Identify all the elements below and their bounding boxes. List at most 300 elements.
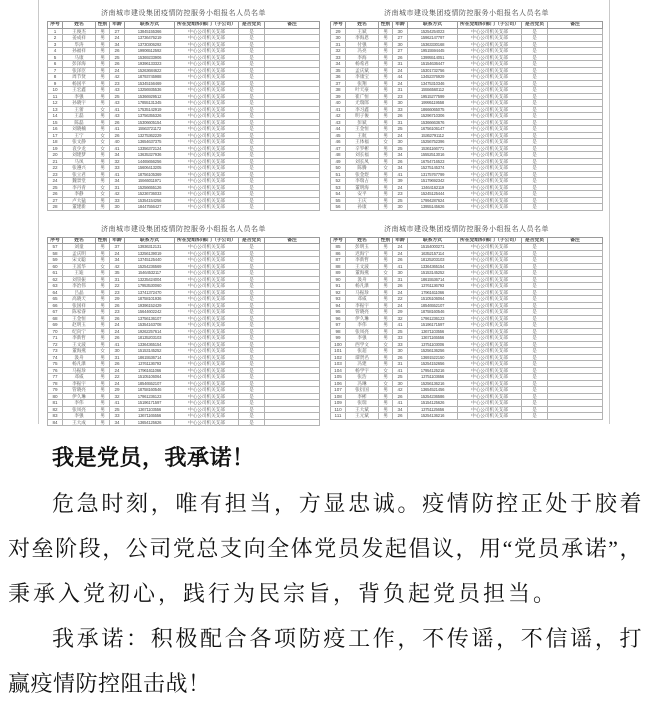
table-cell: 马振珍 bbox=[346, 289, 379, 296]
table-cell: 34 bbox=[110, 257, 125, 264]
table-cell: 男 bbox=[96, 296, 110, 303]
table-cell: 男 bbox=[379, 315, 393, 322]
table-cell: 71 bbox=[48, 335, 63, 342]
table-cell: 63 bbox=[48, 283, 63, 290]
table-cell: 31 bbox=[393, 119, 408, 126]
table-cell: 男 bbox=[96, 328, 110, 335]
table-cell: 27 bbox=[110, 28, 125, 35]
table-cell: 中心公司机关支部 bbox=[458, 335, 522, 342]
table-cell: 冯亮 bbox=[346, 48, 379, 55]
roster-table bbox=[330, 237, 603, 420]
table-cell: 是 bbox=[522, 413, 548, 420]
scan-right-border bbox=[609, 0, 610, 424]
table-cell: 72 bbox=[48, 341, 63, 348]
table-cell: 是 bbox=[239, 184, 265, 191]
table-cell: 李强 bbox=[63, 413, 96, 420]
table-cell: 73 bbox=[48, 348, 63, 355]
table-cell: 李瑞占 bbox=[346, 178, 379, 185]
table-cell: 19396133323 bbox=[125, 61, 175, 68]
table-cell: 60 bbox=[48, 263, 63, 270]
table-cell: 92 bbox=[331, 289, 346, 296]
table-cell: 13364365154 bbox=[125, 341, 175, 348]
table-cell: 中心公司机关支部 bbox=[175, 178, 239, 185]
table-cell: 3 bbox=[48, 41, 63, 48]
table-cell: 19396152429 bbox=[125, 302, 175, 309]
column-header: 联系方式 bbox=[408, 237, 458, 244]
table-cell: 中心公司机关支部 bbox=[458, 276, 522, 283]
table-cell: 31 bbox=[393, 61, 408, 68]
table-cell: 男 bbox=[96, 48, 110, 55]
table-cell: 彭斌 bbox=[346, 119, 379, 126]
table-cell: 中心公司机关支部 bbox=[458, 393, 522, 400]
table-cell: 103 bbox=[331, 361, 346, 368]
table-cell: 是 bbox=[522, 67, 548, 74]
table-cell: 26 bbox=[393, 413, 408, 420]
table-cell: 周节贤 bbox=[63, 74, 96, 81]
table-cell: 袁少龙 bbox=[63, 145, 96, 152]
table-cell: 是 bbox=[522, 100, 548, 107]
table-cell: 30 bbox=[110, 348, 125, 355]
table-cell: 13756136107 bbox=[125, 315, 175, 322]
table-cell: 33 bbox=[393, 335, 408, 342]
table-cell: 西学文 bbox=[346, 341, 379, 348]
table-cell: 中心公司机关支部 bbox=[458, 178, 522, 185]
table-cell: 中心公司机关支部 bbox=[175, 191, 239, 198]
table-cell: 中心公司机关支部 bbox=[175, 348, 239, 355]
table-cell: 赵明玉 bbox=[63, 322, 96, 329]
table-cell: 男 bbox=[379, 276, 393, 283]
table-cell: 96 bbox=[331, 315, 346, 322]
table-cell: 13256139019 bbox=[125, 250, 175, 257]
table-cell: 中心公司机关支部 bbox=[175, 263, 239, 270]
table-cell: 男 bbox=[379, 322, 393, 329]
table-cell: 是 bbox=[522, 61, 548, 68]
table-cell: 31 bbox=[331, 41, 346, 48]
column-header: 年龄 bbox=[393, 22, 408, 29]
table-cell: 是 bbox=[522, 315, 548, 322]
table-cell: 7 bbox=[48, 67, 63, 74]
table-cell: 是 bbox=[239, 380, 265, 387]
table-cell: 男 bbox=[96, 54, 110, 61]
table-cell: 26 bbox=[110, 119, 125, 126]
table-cell: 中心公司机关支部 bbox=[458, 315, 522, 322]
table-cell: 15464532117 bbox=[125, 270, 175, 277]
table-cell: 崔广恒 bbox=[346, 93, 379, 100]
table-cell: 男 bbox=[96, 413, 110, 420]
table-cell: 107 bbox=[331, 387, 346, 394]
table-cell: 25 bbox=[48, 184, 63, 191]
table-cell: 张翔 bbox=[346, 80, 379, 87]
table-cell: 13671103556 bbox=[408, 328, 458, 335]
table-cell: 30 bbox=[393, 28, 408, 35]
table-cell: 中心公司机关支部 bbox=[175, 302, 239, 309]
table-cell: 82 bbox=[48, 406, 63, 413]
pledge-line: 秉承入党初心，践行为民宗旨，背负起党员担当。 bbox=[8, 581, 559, 606]
table-cell: 42 bbox=[110, 74, 125, 81]
table-cell: 中心公司机关支部 bbox=[458, 406, 522, 413]
roster-page bbox=[47, 224, 320, 427]
table-cell: 男 bbox=[379, 80, 393, 87]
table-cell: 张瑞 bbox=[346, 400, 379, 407]
table-cell: 刘童 bbox=[63, 244, 96, 251]
table-cell bbox=[548, 413, 603, 420]
table-cell: 5 bbox=[48, 54, 63, 61]
table-cell: 15153145252 bbox=[408, 270, 458, 277]
table-cell: 男 bbox=[379, 132, 393, 139]
column-header: 所在党组织/部门（子公司） bbox=[458, 237, 522, 244]
table-cell: 111 bbox=[331, 413, 346, 420]
table-cell: 男 bbox=[379, 126, 393, 133]
table-cell: 13256935536 bbox=[125, 87, 175, 94]
column-header: 性别 bbox=[379, 22, 393, 29]
table-cell: 中心公司机关支部 bbox=[175, 387, 239, 394]
table-cell: 张凤亮 bbox=[63, 406, 96, 413]
table-cell: 15362791112 bbox=[408, 132, 458, 139]
table-cell: 17961236123 bbox=[125, 393, 175, 400]
column-header: 所在党组织/部门（子公司） bbox=[175, 237, 239, 244]
table-cell: 纪向宁 bbox=[63, 328, 96, 335]
table-cell: 是 bbox=[522, 165, 548, 172]
table-cell: 男 bbox=[379, 100, 393, 107]
column-header: 年龄 bbox=[110, 237, 125, 244]
table-cell: 女 bbox=[379, 139, 393, 146]
table-cell: 13736476219 bbox=[125, 35, 175, 42]
table-cell: 男 bbox=[96, 178, 110, 185]
table-cell: 中心公司机关支部 bbox=[175, 400, 239, 407]
table-cell: 是 bbox=[239, 119, 265, 126]
table-cell: 24 bbox=[393, 80, 408, 87]
table-cell: 是 bbox=[522, 93, 548, 100]
table-cell: 18666065075 bbox=[408, 106, 458, 113]
table-cell: 是 bbox=[239, 165, 265, 172]
table-cell: 17855131345 bbox=[125, 100, 175, 107]
table-cell: 中心公司机关支部 bbox=[175, 341, 239, 348]
column-header: 备注 bbox=[548, 237, 603, 244]
table-cell: 35 bbox=[110, 270, 125, 277]
table-cell: 中心公司机关支部 bbox=[175, 244, 239, 251]
table-cell: 55 bbox=[331, 197, 346, 204]
table-cell: 95 bbox=[331, 309, 346, 316]
table-cell: 是 bbox=[522, 341, 548, 348]
table-cell: 22 bbox=[110, 374, 125, 381]
table-cell: 41 bbox=[110, 126, 125, 133]
table-cell: 是 bbox=[239, 93, 265, 100]
table-cell: 87 bbox=[331, 257, 346, 264]
table-cell: 孙福祥 bbox=[63, 48, 96, 55]
table-cell: 杨凡瀑 bbox=[63, 361, 96, 368]
roster-title: 济南城市建设集团疫情防控服务小组报名人员名单 bbox=[101, 9, 266, 17]
table-cell: 4 bbox=[48, 48, 63, 55]
table-cell: 男 bbox=[96, 380, 110, 387]
column-header: 所在党组织/部门（子公司） bbox=[458, 22, 522, 29]
table-cell: 李强 bbox=[346, 335, 379, 342]
table-cell: 中心公司机关支部 bbox=[175, 257, 239, 264]
table-cell: 男 bbox=[96, 302, 110, 309]
table-cell: 中心公司机关支部 bbox=[458, 322, 522, 329]
table-cell: 89 bbox=[331, 270, 346, 277]
table-cell: 17 bbox=[48, 132, 63, 139]
column-header: 姓名 bbox=[346, 237, 379, 244]
table-cell: 93 bbox=[331, 296, 346, 303]
table-cell: 陈磊 bbox=[63, 119, 96, 126]
table-cell: 是 bbox=[239, 348, 265, 355]
table-cell: 孟庆斌 bbox=[346, 67, 379, 74]
table-cell: 男 bbox=[96, 67, 110, 74]
table-cell: 42 bbox=[393, 387, 408, 394]
table-cell: 是 bbox=[239, 145, 265, 152]
table-cell: 47 bbox=[331, 145, 346, 152]
pledge-heading: 我是党员，我承诺！ bbox=[52, 445, 255, 470]
table-cell: 中心公司机关支部 bbox=[175, 296, 239, 303]
table-cell: 43 bbox=[110, 100, 125, 107]
table-cell: 59 bbox=[48, 257, 63, 264]
table-cell: 男 bbox=[96, 315, 110, 322]
table-cell: 32 bbox=[331, 48, 346, 55]
table-cell: 23 bbox=[110, 309, 125, 316]
table-cell: 中心公司机关支部 bbox=[175, 80, 239, 87]
table-cell: 102 bbox=[331, 354, 346, 361]
table-cell: 是 bbox=[239, 263, 265, 270]
table-cell: 男 bbox=[379, 309, 393, 316]
table-cell: 男 bbox=[379, 35, 393, 42]
table-cell: 23 bbox=[110, 289, 125, 296]
table-cell: 16754716523 bbox=[408, 158, 458, 165]
table-cell: 15256136256 bbox=[408, 348, 458, 355]
table-cell: 中心公司机关支部 bbox=[458, 132, 522, 139]
table-cell: 9 bbox=[48, 80, 63, 87]
table-cell: 是 bbox=[239, 328, 265, 335]
table-cell: 邓威 bbox=[346, 296, 379, 303]
table-cell: 中心公司机关支部 bbox=[458, 35, 522, 42]
table-cell: 11 bbox=[48, 93, 63, 100]
table-cell: 是 bbox=[239, 367, 265, 374]
table-cell: 54 bbox=[331, 191, 346, 198]
table-cell: 男 bbox=[96, 393, 110, 400]
table-cell: 是 bbox=[522, 145, 548, 152]
table-cell: 13671103556 bbox=[125, 406, 175, 413]
table-cell: 男 bbox=[379, 387, 393, 394]
table-cell: 是 bbox=[522, 257, 548, 264]
table-cell: 彭泽海 bbox=[63, 61, 96, 68]
table-cell: 中心公司机关支部 bbox=[458, 41, 522, 48]
table-cell: 36 bbox=[331, 74, 346, 81]
table-cell: 17535142919 bbox=[125, 106, 175, 113]
table-cell: 26 bbox=[110, 132, 125, 139]
table-cell: 29 bbox=[110, 296, 125, 303]
table-cell: 15263684622 bbox=[125, 67, 175, 74]
table-cell: 是 bbox=[522, 406, 548, 413]
column-header: 年龄 bbox=[393, 237, 408, 244]
table-cell: 61 bbox=[48, 270, 63, 277]
table-cell: 是 bbox=[522, 178, 548, 185]
table-cell: 男 bbox=[96, 93, 110, 100]
table-cell: 15196171597 bbox=[125, 400, 175, 407]
table-cell: 是 bbox=[239, 54, 265, 61]
table-cell: 31 bbox=[110, 354, 125, 361]
table-cell: 18615536714 bbox=[408, 276, 458, 283]
table-cell: 杨国平 bbox=[63, 80, 96, 87]
table-cell: 18135203103 bbox=[125, 335, 175, 342]
table-cell: 男 bbox=[379, 244, 393, 251]
table-cell: 26 bbox=[110, 315, 125, 322]
table-cell: 53 bbox=[331, 184, 346, 191]
table-cell: 是 bbox=[239, 296, 265, 303]
table-cell: 27 bbox=[48, 197, 63, 204]
table-cell: 24 bbox=[393, 184, 408, 191]
table-cell: 张超 bbox=[346, 348, 379, 355]
roster-pages-grid bbox=[20, 0, 630, 428]
table-cell: 13955145626 bbox=[408, 204, 458, 211]
table-cell: 王庆 bbox=[346, 197, 379, 204]
table-cell: 是 bbox=[239, 387, 265, 394]
table-cell: 中心公司机关支部 bbox=[458, 387, 522, 394]
table-cell: 29 bbox=[393, 309, 408, 316]
table-cell: 31 bbox=[393, 87, 408, 94]
column-header: 姓名 bbox=[63, 22, 96, 29]
table-cell: 100 bbox=[331, 341, 346, 348]
table-cell: 李治伟 bbox=[63, 283, 96, 290]
table-cell: 91 bbox=[331, 283, 346, 290]
table-cell: 是 bbox=[239, 41, 265, 48]
table-cell: 15254254023 bbox=[408, 28, 458, 35]
table-cell: 是 bbox=[522, 335, 548, 342]
table-cell: 106 bbox=[331, 380, 346, 387]
table-cell: 30 bbox=[393, 100, 408, 107]
table-cell: 是 bbox=[522, 387, 548, 394]
table-cell: 男 bbox=[96, 28, 110, 35]
table-cell: 42 bbox=[110, 191, 125, 198]
table-cell: 13475310346 bbox=[408, 80, 458, 87]
table-cell: 中心公司机关支部 bbox=[458, 309, 522, 316]
table-cell: 41 bbox=[393, 367, 408, 374]
table-cell: 15366929512 bbox=[125, 93, 175, 100]
table-cell: 15256655126 bbox=[125, 184, 175, 191]
table-cell: 是 bbox=[239, 276, 265, 283]
table-cell: 23 bbox=[110, 80, 125, 87]
table-cell: 35 bbox=[331, 67, 346, 74]
table-cell: 孙康 bbox=[346, 204, 379, 211]
table-cell: 16756106147 bbox=[408, 126, 458, 133]
table-cell: 是 bbox=[239, 257, 265, 264]
table-cell: 13761136793 bbox=[408, 283, 458, 290]
table-cell: 26 bbox=[393, 257, 408, 264]
table-cell: 是 bbox=[522, 354, 548, 361]
table-cell: 34 bbox=[110, 41, 125, 48]
table-cell: 张泽臣 bbox=[63, 67, 96, 74]
table-cell: 15563721172 bbox=[125, 126, 175, 133]
table-cell: 是 bbox=[239, 393, 265, 400]
table-cell: 是 bbox=[239, 61, 265, 68]
table-cell: 62 bbox=[48, 276, 63, 283]
table-cell: 16 bbox=[48, 126, 63, 133]
table-cell: 李彬 bbox=[346, 393, 379, 400]
table-cell: 中心公司机关支部 bbox=[175, 315, 239, 322]
table-cell: 24 bbox=[393, 250, 408, 257]
table-cell: 38 bbox=[331, 87, 346, 94]
table-cell: 13751103006 bbox=[408, 341, 458, 348]
table-cell: 43 bbox=[331, 119, 346, 126]
table-cell: 20 bbox=[48, 152, 63, 159]
table-cell: 15196171597 bbox=[408, 322, 458, 329]
table-cell: 26 bbox=[48, 191, 63, 198]
table-cell: 王宏鑫 bbox=[63, 87, 96, 94]
table-cell: 女 bbox=[379, 380, 393, 387]
table-cell: 中心公司机关支部 bbox=[175, 406, 239, 413]
table-cell: 15153145252 bbox=[125, 348, 175, 355]
table-cell: 84 bbox=[48, 419, 63, 426]
table-cell: 是 bbox=[522, 74, 548, 81]
table-cell: 13364365154 bbox=[408, 263, 458, 270]
table-cell: 74 bbox=[48, 354, 63, 361]
table-cell: 是 bbox=[239, 139, 265, 146]
table-cell: 男 bbox=[96, 250, 110, 257]
table-cell: 34 bbox=[110, 178, 125, 185]
table-cell: 男 bbox=[379, 197, 393, 204]
table-cell: 是 bbox=[239, 126, 265, 133]
table-cell: 男 bbox=[379, 393, 393, 400]
table-cell: 99 bbox=[331, 335, 346, 342]
table-cell: 33 bbox=[331, 54, 346, 61]
table-cell: 男 bbox=[96, 419, 110, 426]
table-cell: 男 bbox=[379, 413, 393, 420]
table-cell: 男 bbox=[379, 74, 393, 81]
table-cell: 67 bbox=[48, 309, 63, 316]
table-cell: 80 bbox=[48, 393, 63, 400]
table-cell: 是 bbox=[522, 289, 548, 296]
table-cell: 李伟 bbox=[346, 322, 379, 329]
table-cell: 是 bbox=[239, 204, 265, 211]
table-cell: 15105106064 bbox=[408, 296, 458, 303]
roster-table bbox=[47, 237, 320, 427]
table-cell: 是 bbox=[239, 113, 265, 120]
table-cell: 是 bbox=[522, 309, 548, 316]
table-cell: 女 bbox=[96, 184, 110, 191]
table-cell: 是 bbox=[522, 328, 548, 335]
table-cell: 中心公司机关支部 bbox=[458, 354, 522, 361]
table-cell: 13452376929 bbox=[408, 74, 458, 81]
table-cell: 男 bbox=[96, 367, 110, 374]
table-cell: 是 bbox=[239, 152, 265, 159]
table-cell: 是 bbox=[522, 171, 548, 178]
table-cell: 男 bbox=[379, 263, 393, 270]
column-header: 姓名 bbox=[346, 22, 379, 29]
table-cell: 董海燕 bbox=[346, 270, 379, 277]
table-cell: 辛罗彬 bbox=[346, 145, 379, 152]
table-cell: 15369233906 bbox=[125, 54, 175, 61]
table-cell: 女 bbox=[96, 191, 110, 198]
table-cell: 1 bbox=[48, 28, 63, 35]
table-cell: 女 bbox=[379, 367, 393, 374]
table-cell: 是 bbox=[239, 302, 265, 309]
table-cell: 是 bbox=[239, 67, 265, 74]
table-cell: 男 bbox=[379, 250, 393, 257]
table-cell: 李振宇 bbox=[63, 380, 96, 387]
table-cell: 中心公司机关支部 bbox=[175, 276, 239, 283]
table-cell: 46 bbox=[331, 139, 346, 146]
table-cell: 中心公司机关支部 bbox=[458, 119, 522, 126]
table-cell: 19515594445 bbox=[408, 48, 458, 55]
table-cell: 44 bbox=[393, 74, 408, 81]
table-cell: 男 bbox=[379, 87, 393, 94]
table-cell: 是 bbox=[239, 406, 265, 413]
table-cell: 中心公司机关支部 bbox=[458, 361, 522, 368]
table-cell: 伊久琳 bbox=[63, 393, 96, 400]
table-cell: 49 bbox=[331, 158, 346, 165]
table-cell: 中心公司机关支部 bbox=[458, 341, 522, 348]
table-cell: 34 bbox=[393, 152, 408, 159]
table-cell: 31 bbox=[393, 361, 408, 368]
table-cell: 23 bbox=[393, 93, 408, 100]
